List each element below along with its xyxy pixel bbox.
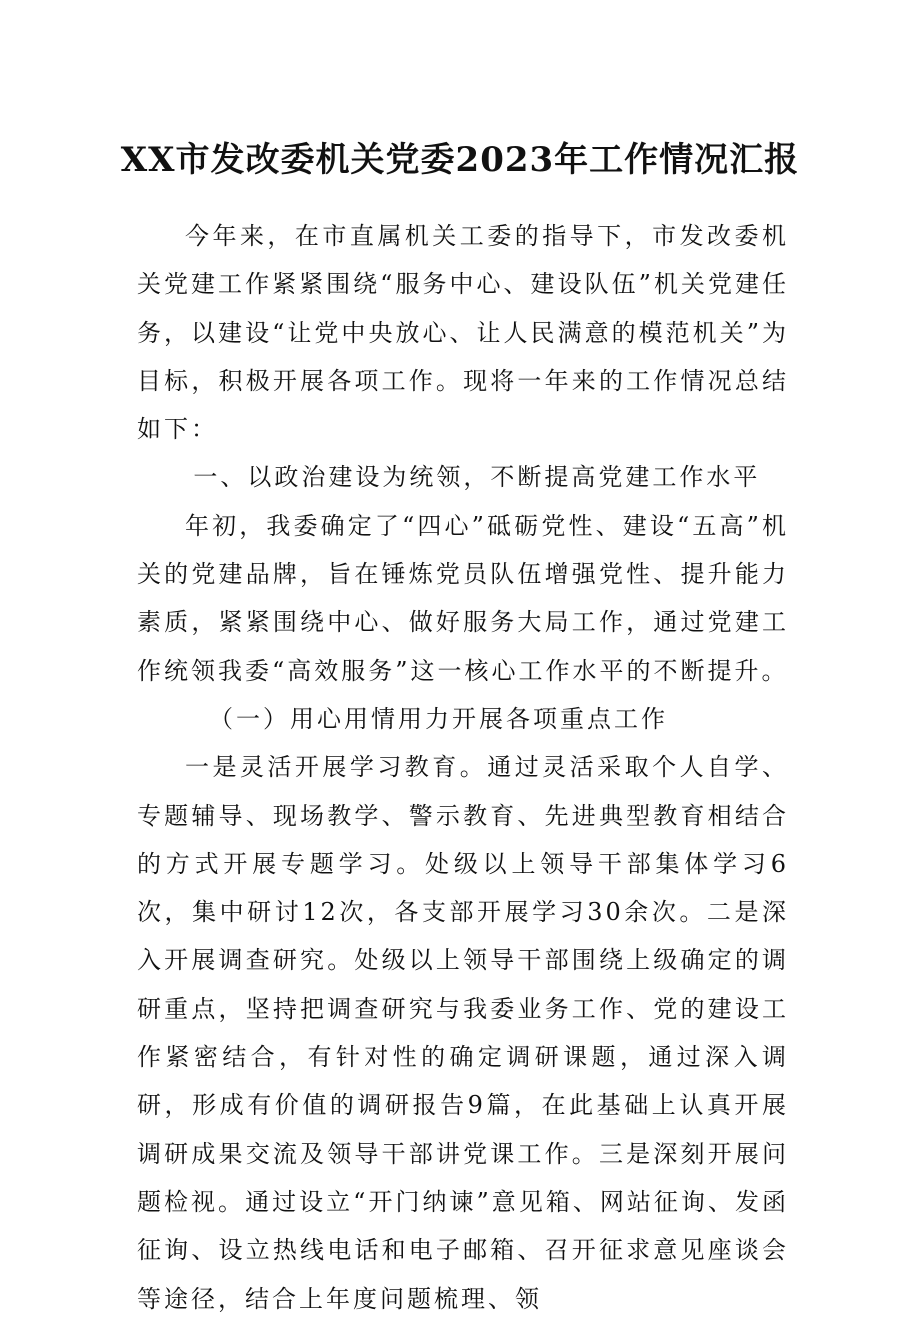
subsection-paragraph: 一是灵活开展学习教育。通过灵活采取个人自学、专题辅导、现场教学、警示教育、先进典型教育相结合的方式开展专题学习。处级以上领导干部集体学习6次，集中研讨12次，各支部开展学习30余次。二是深入开展调查研究。处级以上领导干部围绕上级确定的调研重点，坚持把调查研究与我委业务工作、党的建设工作紧密结合，有针对性的确定调研课题，通过深入调研，形成有价值的调研报告9篇，在此基础上认真开展调研成果交流及领导干部讲党课工作。三是深刻开展问题检视。通过设立“开门纳谏”意见箱、网站征询、发函征询、设立热线电话和电子邮箱、召开征求意见座谈会等途径，结合上年度问题梳理、领 [137,753,789,1313]
document-body [137,212,789,1323]
section-heading: 一、以政治建设为统领，不断提高党建工作水平 [193,463,761,492]
subsection-heading: （一）用心用情用力开展各项重点工作 [209,704,668,733]
intro-paragraph: 今年来，在市直属机关工委的指导下，市发改委机关党建工作紧紧围绕“服务中心、建设队伍”机关党建任务，以建设“让党中央放心、让人民满意的模范机关”为目标，积极开展各项工作。现将一年来的工作情况总结如下： [137,222,789,444]
section-paragraph: 年初，我委确定了“四心”砥砺党性、建设“五高”机关的党建品牌，旨在锤炼党员队伍增强党性、提升能力素质，紧紧围绕中心、做好服务大局工作，通过党建工作统领我委“高效服务”这一核心工作水平的不断提升。 [137,511,789,685]
document-title: XX市发改委机关党委2023年工作情况汇报 [120,140,800,180]
